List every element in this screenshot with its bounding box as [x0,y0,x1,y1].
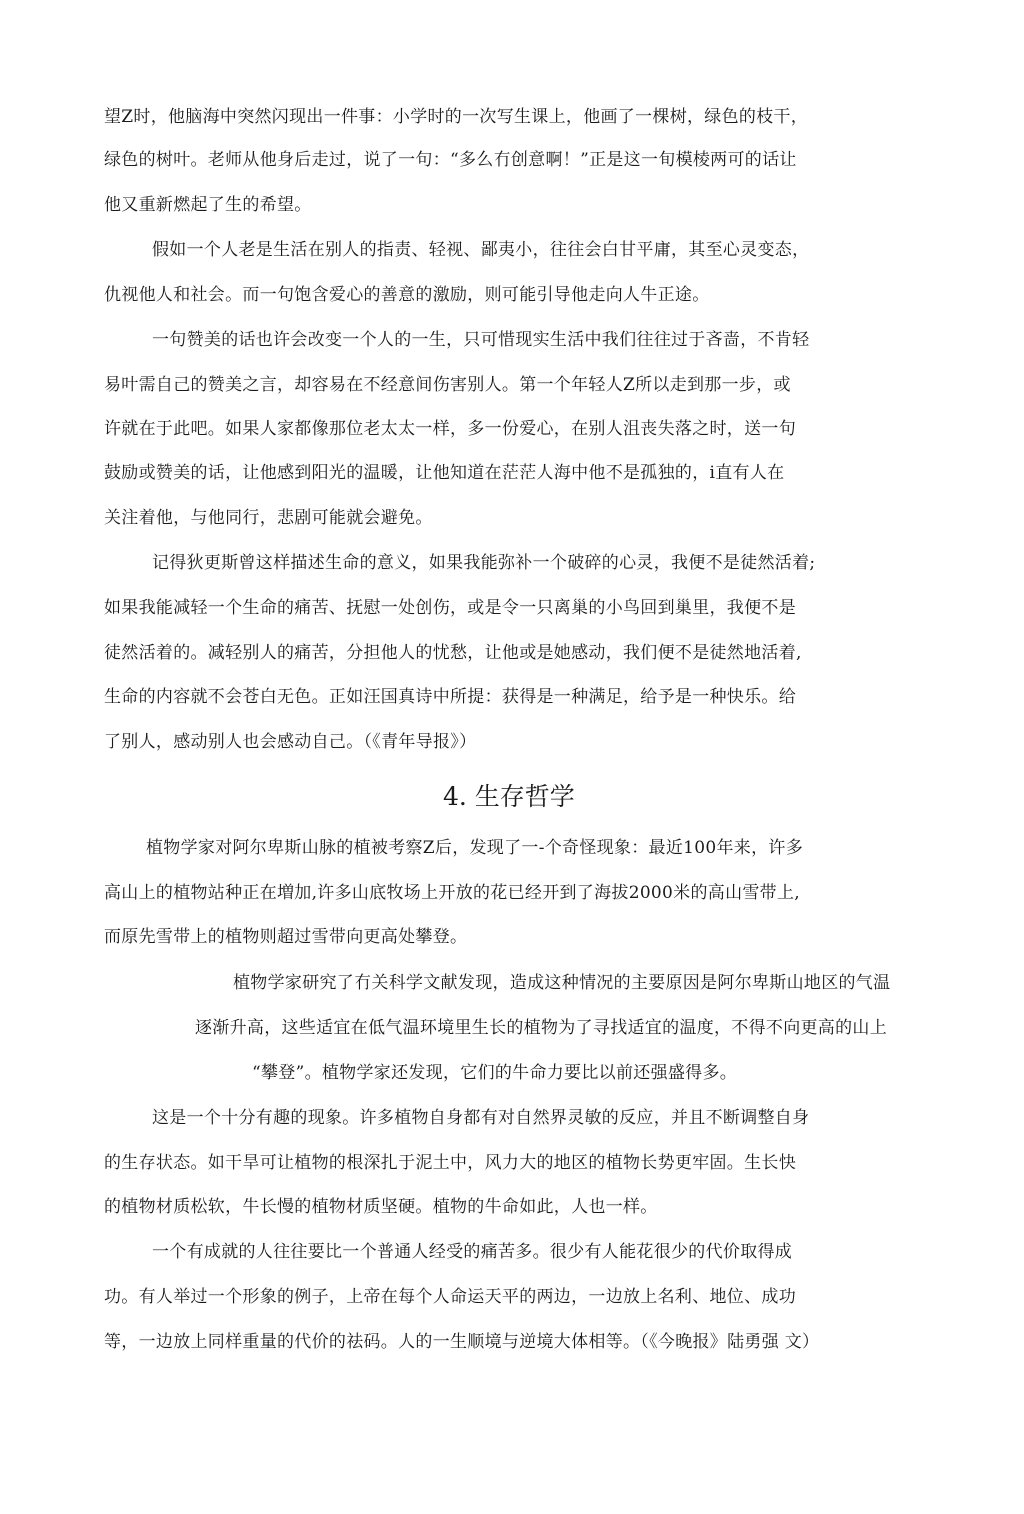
paragraph-line: 植物学家研究了冇关科学文献发现，造成这种情况的主要原因是阿尔卑斯山地区的气温 [233,973,891,993]
paragraph-line: 一个有成就的人往往要比一个普通人经受的痛苦多。很少有人能花很少的代价取得成 [152,1242,793,1262]
paragraph-line: 记得狄更斯曾这样描述生命的意义，如果我能弥补一个破碎的心灵，我便不是徒然活着; [152,553,816,573]
paragraph-line: 关注着他，与他同行，悲剧可能就会避免。 [104,508,433,528]
paragraph-line: 这是一个十分有趣的现象。许多植物自身都有对自然界灵敏的反应，并且不断调整自身 [152,1108,810,1128]
paragraph-line: 的植物材质松软，牛长慢的植物材质坚硬。植物的牛命如此，人也一样。 [104,1197,658,1217]
paragraph-line: “攀登”。植物学家还发现，它们的牛命力要比以前还强盛得多。 [252,1063,738,1083]
paragraph-line: 如果我能减轻一个生命的痛苦、抚慰一处创伤，或是令一只离巢的小鸟回到巢里，我便不是 [104,598,796,618]
paragraph-line: 绿色的树叶。老师从他身后走过，说了一句：“多么冇创意啊！”正是这一旬模棱两可的话让 [104,150,797,170]
paragraph-line: 逐渐升高，这些适宜在低气温环境里生长的植物为了寻找适宜的温度，不得不向更高的山上 [195,1018,887,1038]
paragraph-line: 一句赞美的话也许会改变一个人的一生，只可惜现实生活中我们往往过于吝啬，不肯轻 [152,330,810,350]
paragraph-line: 许就在于此吧。如果人家都像那位老太太一样，多一份爱心，在别人沮丧失落之时，送一句 [104,419,796,439]
paragraph-line: 望Z时，他脑海中突然闪现出一件事：小学时的一次写生课上，他画了一棵树，绿色的枝干， [104,107,809,127]
section-title: 4. 生存哲学 [443,782,575,811]
paragraph-line: 鼓励或赞美的话，让他感到阳光的温暖，让他知道在茫茫人海中他不是孤独的，i直有人在 [104,463,785,483]
paragraph-line: 植物学家对阿尔卑斯山脉的植被考察Z后，发现了一-个奇怪现象：最近100年来，许多 [146,838,804,858]
paragraph-line: 的生存状态。如干旱可让植物的根深扎于泥土中，风力大的地区的植物长势更牢固。生长快 [104,1153,796,1173]
paragraph-line: 功。有人举过一个形象的例子，上帝在每个人命运天平的两边，一边放上名利、地位、成功 [104,1287,796,1307]
paragraph-line: 他又重新燃起了生的希望。 [104,195,312,215]
paragraph-line: 仇视他人和社会。而一句饱含爱心的善意的激励，则可能引导他走向人牛正途。 [104,285,710,305]
paragraph-line: 了别人，感动别人也会感动自己。（《青年导报》） [104,732,477,752]
paragraph-line: 假如一个人老是生活在别人的指责、轻视、鄙夷小，往往会白甘平庸，其至心灵变态， [152,240,810,260]
paragraph-line: 高山上的植物站种正在増加,许多山底牧场上开放的花已经开到了海拔2000米的高山雪带上, [104,883,800,903]
paragraph-line: 徒然活着的。减轻别人的痛苦，分担他人的忧愁，让他或是她感动，我们便不是徒然地活着, [104,643,802,663]
paragraph-line: 生命的内容就不会苍白无色。正如汪国真诗中所提：获得是一种满足，给予是一种快乐。给 [104,687,796,707]
paragraph-line: 而原先雪带上的植物则超过雪带向更高处攀登。 [104,927,468,947]
paragraph-line: 易叶需自己的赞美之言，却容易在不经意间伤害别人。第一个年轻人Z所以走到那一步，或 [104,375,791,395]
paragraph-line: 等，一边放上同样重量的代价的祛码。人的一生顺境与逆境大体相等。（《今晚报》陆勇强 文） [104,1332,820,1352]
